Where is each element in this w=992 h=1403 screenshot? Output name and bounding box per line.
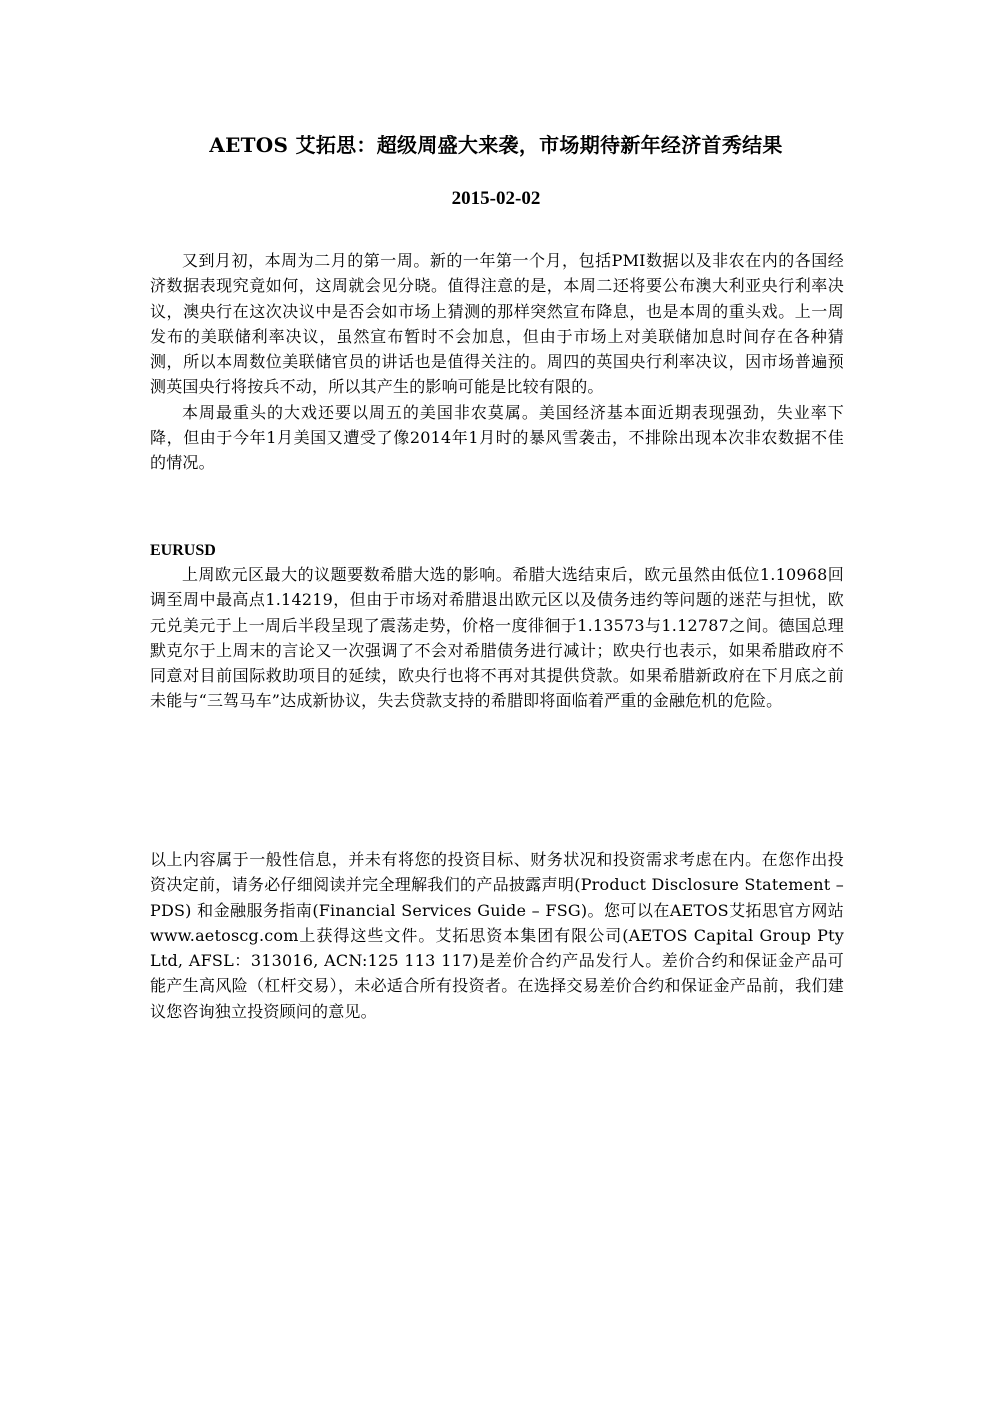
eurusd-heading: EURUSD [150,542,216,559]
intro-paragraph: 本周最重头的大戏还要以周五的美国非农莫属。美国经济基本面近期表现强劲，失业率下降，但由于今年1月美国又遭受了像2014年1月时的暴风雪袭击，不排除出现本次非农数据不佳的情况。 [150,402,844,473]
eurusd-section [150,562,844,714]
document-date: 2015-02-02 [451,188,541,209]
disclaimer-text: 以上内容属于一般性信息，并未有将您的投资目标、财务状况和投资需求考虑在内。在您作出投资决定前，请务必仔细阅读并完全理解我们的产品披露声明(Product Disclosure Statement – PDS) 和金融服务指南(Financial Services Guide – FSG)。您可以在AETOS艾拓思官方网站www.aetoscg.com上获得这些文件。艾拓思资本集团有限公司(AETOS Capital Group Pty Ltd, AFSL：313016, ACN:125 113 117)是差价合约产品发行人。差价合约和保证金产品可能产生高风险（杠杆交易），未必适合所有投资者。在选择交易差价合约和保证金产品前，我们建议您咨询独立投资顾问的意见。 [150,850,844,1021]
eurusd-paragraph: 上周欧元区最大的议题要数希腊大选的影响。希腊大选结束后，欧元虽然由低位1.10968回调至周中最高点1.14219，但由于市场对希腊退出欧元区以及债务违约等问题的迷茫与担忧，欧元兑美元于上一周后半段呈现了震荡走势，价格一度徘徊于1.13573与1.12787之间。德国总理默克尔于上周末的言论又一次强调了不会对希腊债务进行减计；欧央行也表示，如果希腊政府不同意对目前国际救助项目的延续，欧央行也将不再对其提供贷款。如果希腊新政府在下月底之前未能与“三驾马车”达成新协议，失去贷款支持的希腊即将面临着严重的金融危机的危险。 [150,565,844,711]
intro-paragraph: 又到月初，本周为二月的第一周。新的一年第一个月，包括PMI数据以及非农在内的各国经济数据表现究竟如何，这周就会见分晓。值得注意的是，本周二还将要公布澳大利亚央行利率决议，澳央行在这次决议中是否会如市场上猜测的那样突然宣布降息，也是本周的重头戏。上一周发布的美联储利率决议，虽然宣布暂时不会加息，但由于市场上对美联储加息时间存在各种猜测，所以本周数位美联储官员的讲话也是值得关注的。周四的英国央行利率决议，因市场普遍预测英国央行将按兵不动，所以其产生的影响可能是比较有限的。 [150,251,844,397]
intro-section [150,248,844,476]
document-title: AETOS 艾拓思：超级周盛大来袭，市场期待新年经济首秀结果 [209,133,783,157]
disclaimer-section [150,847,844,1024]
